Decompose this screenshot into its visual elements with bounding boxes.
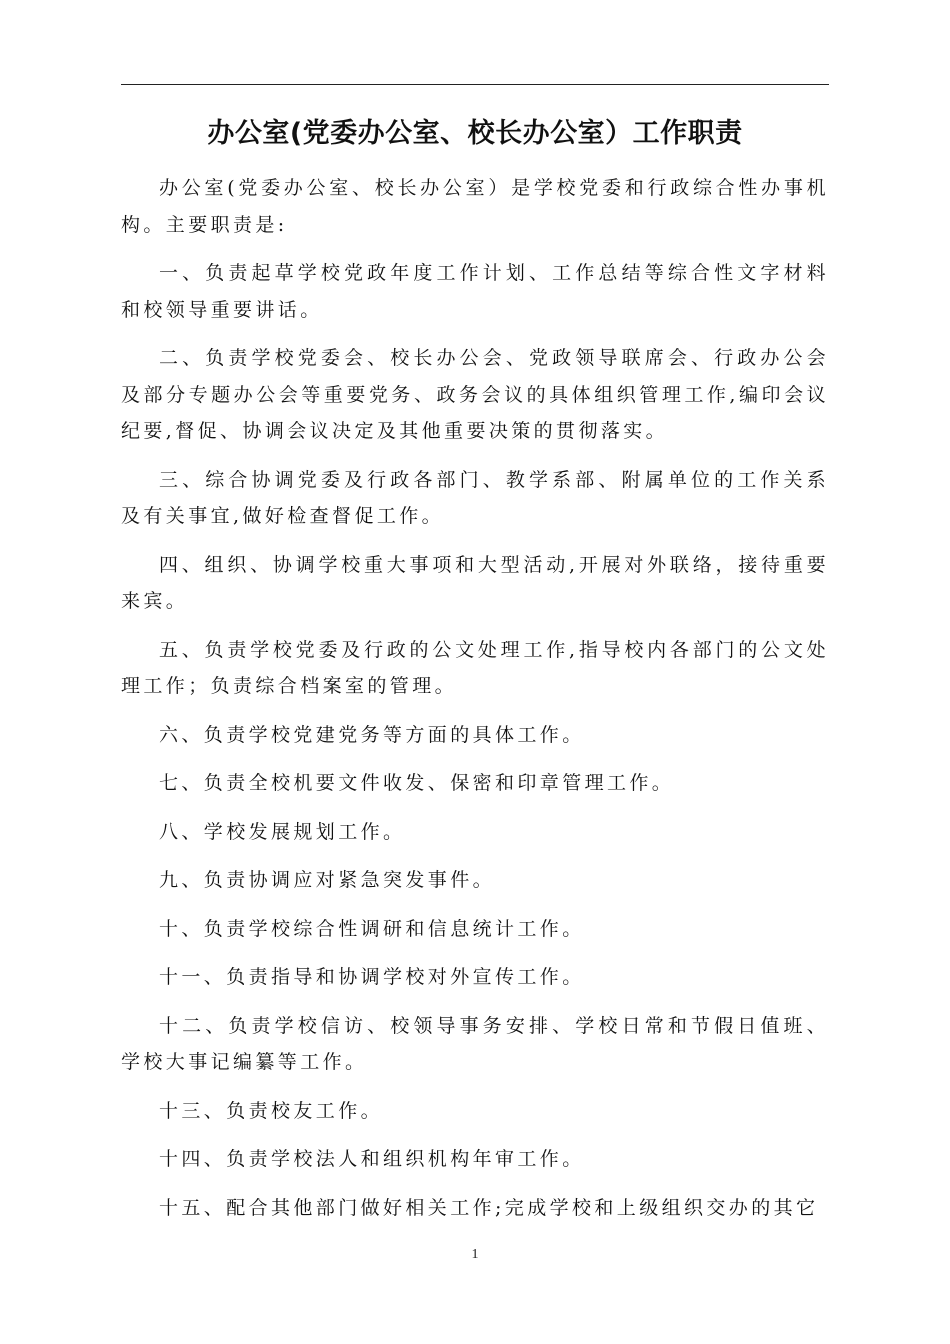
duty-item-4: 四、组织、协调学校重大事项和大型活动,开展对外联络，接待重要来宾。	[121, 553, 829, 612]
duty-item-14: 十四、负责学校法人和组织机构年审工作。	[159, 1148, 585, 1170]
document-body	[121, 170, 829, 1238]
duty-item-6: 六、负责学校党建党务等方面的具体工作。	[159, 723, 585, 746]
duty-item-8: 八、学校发展规划工作。	[159, 820, 406, 843]
duty-item-15: 十五、配合其他部门做好相关工作;完成学校和上级组织交办的其它	[159, 1196, 819, 1219]
duty-item-2: 二、负责学校党委会、校长办公会、党政领导联席会、行政办公会及部分专题办公会等重要党务、政务会议的具体组织管理工作,编印会议纪要,督促、协调会议决定及其他重要决策的贯彻落实。	[121, 347, 829, 442]
duty-item-10: 十、负责学校综合性调研和信息统计工作。	[159, 917, 585, 940]
intro-paragraph: 办公室(党委办公室、校长办公室）是学校党委和行政综合性办事机构。主要职责是:	[121, 177, 829, 236]
page-number: 1	[471, 1247, 479, 1262]
duty-item-1: 一、负责起草学校党政年度工作计划、工作总结等综合性文字材料和校领导重要讲话。	[121, 262, 829, 321]
duty-item-13: 十三、负责校友工作。	[159, 1099, 384, 1122]
duty-item-5: 五、负责学校党委及行政的公文处理工作,指导校内各部门的公文处理工作；负责综合档案室的管理。	[121, 638, 829, 697]
duty-item-7: 七、负责全校机要文件收发、保密和印章管理工作。	[159, 772, 675, 794]
document-title: 办公室(党委办公室、校长办公室）工作职责	[207, 118, 743, 149]
duty-item-11: 十一、负责指导和协调学校对外宣传工作。	[159, 966, 585, 988]
duty-item-9: 九、负责协调应对紧急突发事件。	[159, 869, 496, 891]
duty-item-12: 十二、负责学校信访、校领导事务安排、学校日常和节假日值班、学校大事记编纂等工作。	[121, 1014, 829, 1073]
header-rule	[121, 84, 829, 85]
duty-item-3: 三、综合协调党委及行政各部门、教学系部、附属单位的工作关系及有关事宜,做好检查督促工作。	[121, 468, 829, 527]
